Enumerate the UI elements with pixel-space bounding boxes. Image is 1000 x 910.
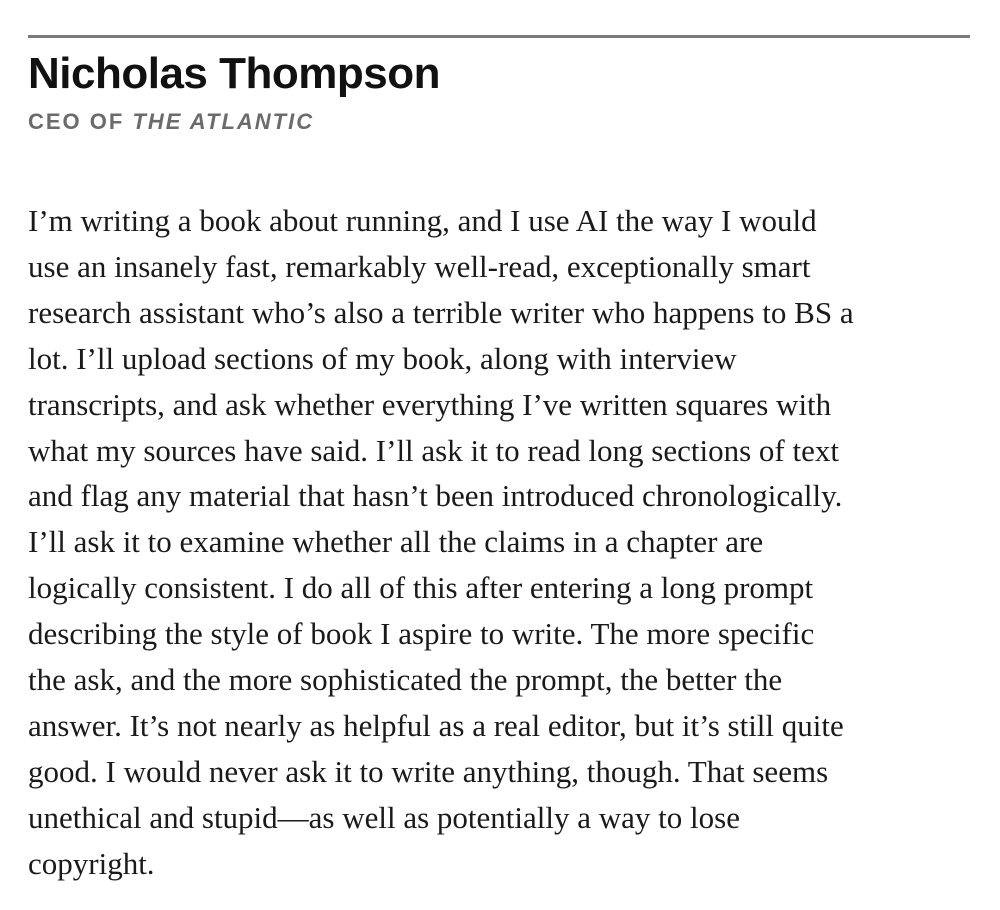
quote-line: unethical and stupid—as well as potentially a way to lose <box>28 799 740 835</box>
quote-line: logically consistent. I do all of this after entering a long prompt <box>28 570 814 606</box>
quote-line: research assistant who’s also a terrible writer who happens to BS a <box>28 294 854 330</box>
role-prefix: CEO OF <box>28 109 133 134</box>
quote-line: I’ll ask it to examine whether all the claims in a chapter are <box>28 524 764 560</box>
quote-line: I’m writing a book about running, and I use AI the way I would <box>28 203 817 238</box>
top-divider <box>28 35 970 38</box>
publication-name: THE ATLANTIC <box>132 109 315 134</box>
quote-line: good. I would never ask it to write anything, though. That seems <box>28 753 829 789</box>
quote-line: copyright. <box>28 845 155 881</box>
quote-body <box>28 198 970 887</box>
quote-line: and flag any material that hasn’t been introduced chronologically. <box>28 478 843 514</box>
quote-line: the ask, and the more sophisticated the prompt, the better the <box>28 662 783 698</box>
quote-line: answer. It’s not nearly as helpful as a real editor, but it’s still quite <box>28 707 844 743</box>
quote-line: use an insanely fast, remarkably well-read, exceptionally smart <box>28 248 811 284</box>
person-name: Nicholas Thompson <box>28 49 440 98</box>
quote-line: describing the style of book I aspire to write. The more specific <box>28 616 815 652</box>
quote-line: what my sources have said. I’ll ask it to read long sections of text <box>28 432 839 468</box>
person-role <box>28 107 314 137</box>
quote-line: transcripts, and ask whether everything I’ve written squares with <box>28 386 832 422</box>
quote-line: lot. I’ll upload sections of my book, along with interview <box>28 340 737 376</box>
